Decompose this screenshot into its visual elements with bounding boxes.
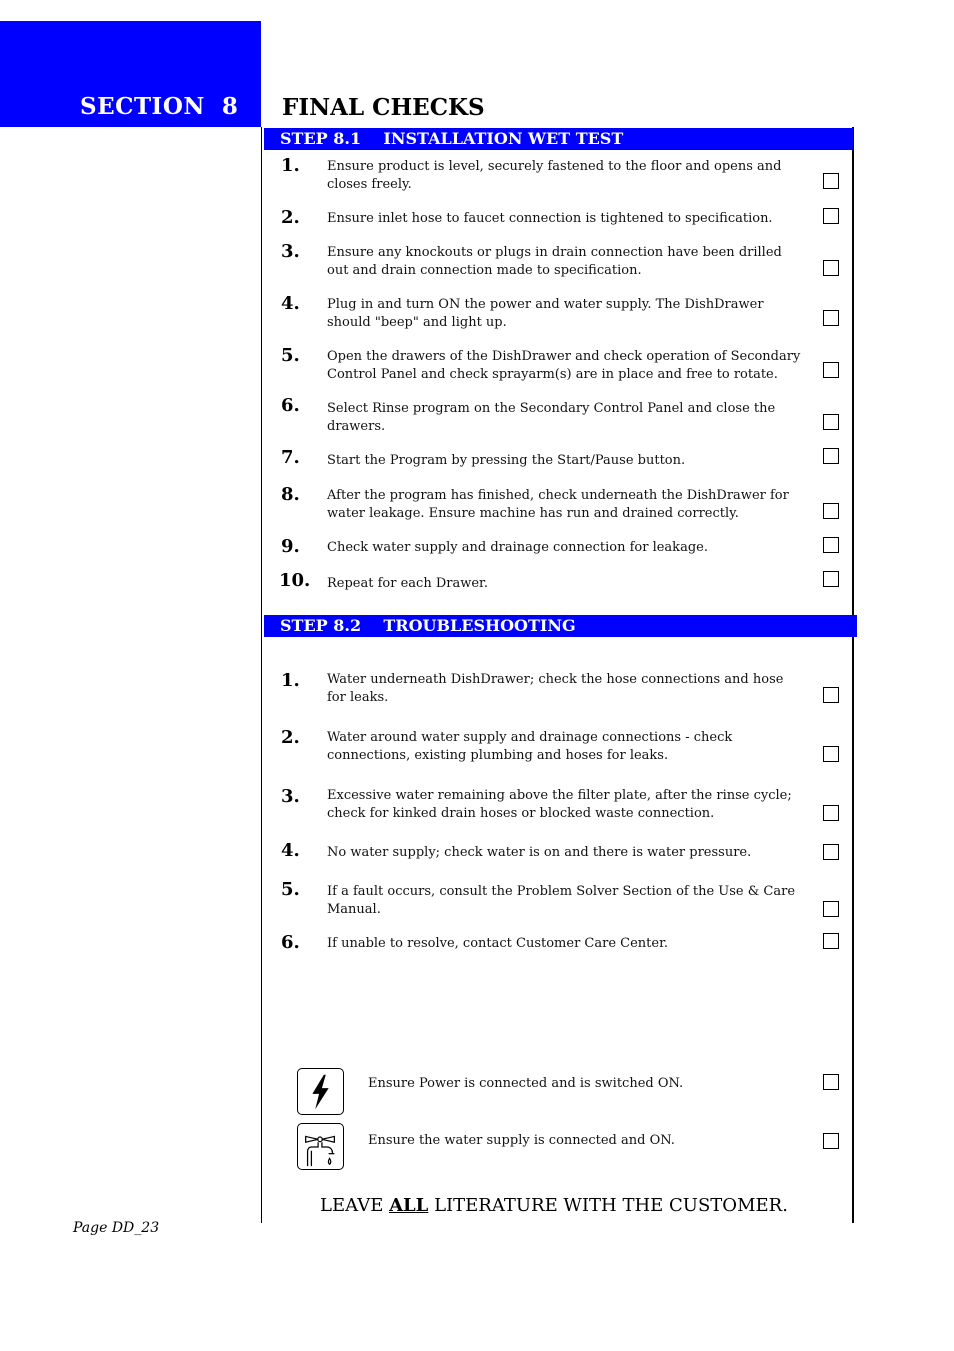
- checkbox[interactable]: [823, 901, 839, 917]
- checkbox[interactable]: [823, 933, 839, 949]
- checkbox[interactable]: [823, 448, 839, 464]
- checkbox[interactable]: [823, 1074, 839, 1090]
- item-number: 2.: [281, 207, 300, 228]
- item-number: 2.: [281, 727, 300, 748]
- item-text: Water underneath DishDrawer; check the hose connections and hose for leaks.: [327, 672, 784, 705]
- item-text: If a fault occurs, consult the Problem Solver Section of the Use & Care Manual.: [327, 884, 796, 917]
- item-number: 7.: [281, 447, 300, 468]
- final-text-power: Ensure Power is connected and is switched ON.: [368, 1076, 684, 1091]
- item-text: Plug in and turn ON the power and water supply. The DishDrawer should "beep" and light up.: [327, 297, 764, 330]
- item-number: 4.: [281, 840, 300, 861]
- checkbox[interactable]: [823, 260, 839, 276]
- checkbox[interactable]: [823, 571, 839, 587]
- right-rule: [852, 127, 854, 1223]
- item-number: 4.: [281, 293, 300, 314]
- checkbox[interactable]: [823, 362, 839, 378]
- item-text: Ensure product is level, securely fastened to the floor and opens and closes freely.: [327, 159, 782, 192]
- faucet-icon: [297, 1123, 344, 1170]
- checkbox[interactable]: [823, 173, 839, 189]
- checkbox[interactable]: [823, 414, 839, 430]
- item-text: Excessive water remaining above the filter plate, after the rinse cycle; check for kinked drain hoses or blocked waste connection.: [327, 788, 792, 821]
- section-title: SECTION 8: [80, 93, 239, 120]
- left-rule: [261, 127, 262, 1223]
- item-text: Water around water supply and drainage connections - check connections, existing plumbing and hoses for leaks.: [327, 730, 733, 763]
- final-text-water: Ensure the water supply is connected and ON.: [368, 1133, 675, 1148]
- item-number: 5.: [281, 345, 300, 366]
- item-text: After the program has finished, check underneath the DishDrawer for water leakage. Ensure machine has run and drained correctly.: [327, 488, 789, 521]
- item-number: 1.: [281, 670, 300, 691]
- checkbox[interactable]: [823, 687, 839, 703]
- page-title: FINAL CHECKS: [282, 94, 485, 121]
- checkbox[interactable]: [823, 310, 839, 326]
- lightning-icon: [297, 1068, 344, 1115]
- item-number: 6.: [281, 932, 300, 953]
- checkbox[interactable]: [823, 208, 839, 224]
- checkbox[interactable]: [823, 1133, 839, 1149]
- item-text: If unable to resolve, contact Customer Care Center.: [327, 936, 669, 951]
- item-number: 1.: [281, 155, 300, 176]
- step-heading-installation: STEP 8.1 INSTALLATION WET TEST: [264, 128, 853, 150]
- checkbox[interactable]: [823, 805, 839, 821]
- step-heading-troubleshooting: STEP 8.2 TROUBLESHOOTING: [264, 615, 857, 637]
- item-text: Check water supply and drainage connection for leakage.: [327, 540, 708, 555]
- item-number: 9.: [281, 536, 300, 557]
- checkbox[interactable]: [823, 746, 839, 762]
- item-number: 8.: [281, 484, 300, 505]
- item-text: No water supply; check water is on and there is water pressure.: [327, 845, 752, 860]
- item-text: Ensure inlet hose to faucet connection is tightened to specification.: [327, 211, 773, 226]
- checkbox[interactable]: [823, 537, 839, 553]
- item-text: Select Rinse program on the Secondary Control Panel and close the drawers.: [327, 401, 776, 434]
- checkbox[interactable]: [823, 503, 839, 519]
- item-number: 10.: [279, 570, 311, 591]
- item-number: 3.: [281, 786, 300, 807]
- leave-literature-note: LEAVE ALL LITERATURE WITH THE CUSTOMER.: [320, 1195, 788, 1216]
- item-text: Repeat for each Drawer.: [327, 576, 488, 591]
- item-text: Open the drawers of the DishDrawer and check operation of Secondary Control Panel and check sprayarm(s) are in place and free to rotate.: [327, 349, 801, 382]
- item-number: 5.: [281, 879, 300, 900]
- item-text: Start the Program by pressing the Start/Pause button.: [327, 453, 686, 468]
- item-number: 6.: [281, 395, 300, 416]
- checkbox[interactable]: [823, 844, 839, 860]
- page-number: Page DD_23: [73, 1220, 160, 1236]
- item-number: 3.: [281, 241, 300, 262]
- item-text: Ensure any knockouts or plugs in drain connection have been drilled out and drain connection made to specification.: [327, 245, 782, 278]
